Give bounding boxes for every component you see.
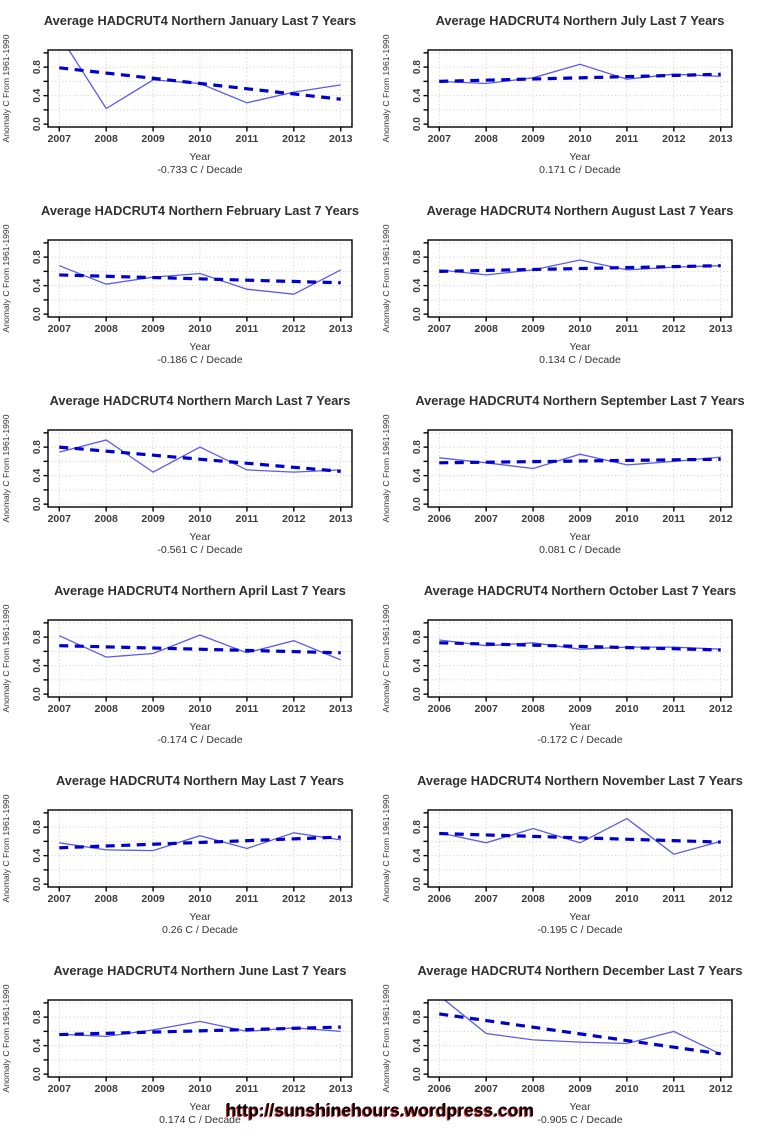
- trend-line: [59, 447, 340, 471]
- y-tick-label: 0.0: [412, 687, 423, 702]
- x-tick-label: 2013: [329, 893, 353, 905]
- y-tick-label: 0.8: [412, 630, 423, 645]
- x-tick-label: 2011: [662, 703, 686, 715]
- trend-line: [439, 834, 720, 843]
- x-axis-label: Year: [569, 1101, 591, 1113]
- x-tick-label: 2006: [427, 893, 451, 905]
- chart-panel-january: [0, 0, 380, 190]
- x-tick-label: 2010: [615, 893, 639, 905]
- x-tick-label: 2012: [709, 703, 733, 715]
- x-tick-label: 2009: [521, 133, 545, 145]
- x-tick-label: 2007: [427, 133, 451, 145]
- x-tick-label: 2012: [282, 133, 306, 145]
- x-tick-label: 2007: [427, 323, 451, 335]
- chart-title: Average HADCRUT4 Northern February Last 7 Years: [41, 203, 359, 218]
- chart-svg-june: [0, 950, 380, 1140]
- y-tick-label: 0.0: [412, 497, 423, 512]
- x-axis-label: Year: [189, 341, 211, 353]
- x-tick-label: 2010: [615, 513, 639, 525]
- x-tick-label: 2012: [709, 1083, 733, 1095]
- x-tick-label: 2011: [662, 513, 686, 525]
- x-axis-label: Year: [189, 721, 211, 733]
- trend-line: [59, 1027, 340, 1034]
- trend-caption: 0.26 C / Decade: [162, 924, 238, 936]
- y-tick-label: 0.4: [32, 848, 43, 863]
- x-tick-label: 2010: [568, 323, 592, 335]
- y-tick-label: 0.4: [32, 88, 43, 103]
- chart-svg-october: [380, 570, 760, 760]
- x-tick-label: 2013: [329, 323, 353, 335]
- x-tick-label: 2011: [235, 703, 259, 715]
- x-tick-label: 2008: [94, 703, 118, 715]
- x-tick-label: 2009: [568, 703, 592, 715]
- chart-svg-august: [380, 190, 760, 380]
- y-tick-label: 0.8: [32, 250, 43, 265]
- x-tick-label: 2012: [709, 513, 733, 525]
- chart-title: Average HADCRUT4 Northern July Last 7 Years: [435, 13, 725, 28]
- x-axis-label: Year: [189, 1101, 211, 1113]
- chart-svg-september: [380, 380, 760, 570]
- chart-svg-april: [0, 570, 380, 760]
- x-tick-label: 2008: [521, 703, 545, 715]
- x-tick-label: 2008: [94, 1083, 118, 1095]
- x-tick-label: 2013: [709, 133, 733, 145]
- y-axis-label: Anomaly C From 1961-1990: [1, 224, 11, 333]
- chart-svg-july: [380, 0, 760, 190]
- y-tick-label: 0.4: [32, 658, 43, 673]
- chart-title: Average HADCRUT4 Northern September Last 7 Years: [415, 393, 745, 408]
- chart-svg-may: [0, 760, 380, 950]
- y-axis-label: Anomaly C From 1961-1990: [1, 34, 11, 143]
- chart-title: Average HADCRUT4 Northern August Last 7 Years: [426, 203, 734, 218]
- x-tick-label: 2008: [94, 133, 118, 145]
- y-tick-label: 0.4: [412, 1038, 423, 1053]
- x-tick-label: 2010: [188, 513, 212, 525]
- x-tick-label: 2011: [235, 323, 259, 335]
- x-tick-label: 2013: [329, 513, 353, 525]
- x-tick-label: 2011: [615, 133, 639, 145]
- x-tick-label: 2009: [141, 133, 165, 145]
- x-tick-label: 2010: [568, 133, 592, 145]
- y-tick-label: 0.8: [32, 60, 43, 75]
- x-tick-label: 2009: [141, 893, 165, 905]
- x-tick-label: 2006: [427, 703, 451, 715]
- y-tick-label: 0.4: [412, 88, 423, 103]
- x-tick-label: 2009: [141, 703, 165, 715]
- y-tick-label: 0.4: [412, 278, 423, 293]
- chart-svg-december: [380, 950, 760, 1140]
- chart-panel-february: [0, 190, 380, 380]
- y-tick-label: 0.4: [32, 468, 43, 483]
- x-tick-label: 2013: [709, 323, 733, 335]
- trend-caption: 0.081 C / Decade: [539, 544, 621, 556]
- y-tick-label: 0.8: [412, 1010, 423, 1025]
- y-tick-label: 0.0: [32, 497, 43, 512]
- chart-title: Average HADCRUT4 Northern December Last 7 Years: [417, 963, 743, 978]
- chart-title: Average HADCRUT4 Northern May Last 7 Years: [55, 773, 345, 788]
- x-axis-label: Year: [189, 911, 211, 923]
- trend-caption: 0.171 C / Decade: [539, 164, 621, 176]
- x-tick-label: 2008: [474, 133, 498, 145]
- x-tick-label: 2009: [568, 893, 592, 905]
- x-tick-label: 2012: [709, 893, 733, 905]
- chart-title: Average HADCRUT4 Northern June Last 7 Years: [53, 963, 347, 978]
- x-tick-label: 2009: [141, 1083, 165, 1095]
- x-tick-label: 2011: [235, 1083, 259, 1095]
- trend-line: [439, 266, 720, 272]
- x-tick-label: 2007: [47, 703, 71, 715]
- x-tick-label: 2007: [474, 513, 498, 525]
- chart-panel-december: [380, 950, 760, 1140]
- chart-title: Average HADCRUT4 Northern November Last 7 Years: [417, 773, 743, 788]
- chart-svg-january: [0, 0, 380, 190]
- x-tick-label: 2008: [521, 1083, 545, 1095]
- x-axis-label: Year: [569, 531, 591, 543]
- y-axis-label: Anomaly C From 1961-1990: [381, 224, 391, 333]
- trend-caption: -0.733 C / Decade: [157, 164, 243, 176]
- x-tick-label: 2007: [474, 893, 498, 905]
- chart-panel-may: [0, 760, 380, 950]
- y-tick-label: 0.0: [32, 307, 43, 322]
- y-tick-label: 0.0: [412, 877, 423, 892]
- y-tick-label: 0.8: [32, 820, 43, 835]
- y-axis-label: Anomaly C From 1961-1990: [1, 794, 11, 903]
- trend-caption: -0.195 C / Decade: [537, 924, 623, 936]
- x-tick-label: 2007: [47, 133, 71, 145]
- x-tick-label: 2009: [521, 323, 545, 335]
- y-tick-label: 0.8: [412, 250, 423, 265]
- trend-caption: -0.186 C / Decade: [157, 354, 243, 366]
- x-tick-label: 2012: [662, 323, 686, 335]
- y-axis-label: Anomaly C From 1961-1990: [1, 604, 11, 713]
- chart-svg-november: [380, 760, 760, 950]
- y-tick-label: 0.8: [32, 630, 43, 645]
- x-tick-label: 2007: [47, 893, 71, 905]
- chart-panel-october: [380, 570, 760, 760]
- x-tick-label: 2007: [474, 703, 498, 715]
- trend-caption: -0.561 C / Decade: [157, 544, 243, 556]
- chart-panel-march: [0, 380, 380, 570]
- chart-panel-april: [0, 570, 380, 760]
- x-tick-label: 2010: [615, 703, 639, 715]
- chart-title: Average HADCRUT4 Northern April Last 7 Years: [54, 583, 346, 598]
- x-tick-label: 2011: [662, 1083, 686, 1095]
- y-tick-label: 0.0: [412, 117, 423, 132]
- y-axis-label: Anomaly C From 1961-1990: [1, 984, 11, 1093]
- trend-caption: -0.174 C / Decade: [157, 734, 243, 746]
- x-tick-label: 2011: [662, 893, 686, 905]
- y-tick-label: 0.4: [412, 848, 423, 863]
- trend-caption: -0.905 C / Decade: [537, 1114, 623, 1126]
- trend-caption: 0.134 C / Decade: [539, 354, 621, 366]
- x-tick-label: 2013: [329, 1083, 353, 1095]
- x-tick-label: 2008: [94, 513, 118, 525]
- y-tick-label: 0.8: [412, 440, 423, 455]
- x-axis-label: Year: [189, 151, 211, 163]
- x-tick-label: 2013: [329, 703, 353, 715]
- y-tick-label: 0.4: [32, 278, 43, 293]
- x-tick-label: 2007: [47, 323, 71, 335]
- y-tick-label: 0.4: [412, 658, 423, 673]
- chart-panel-september: [380, 380, 760, 570]
- x-tick-label: 2006: [427, 1083, 451, 1095]
- x-tick-label: 2012: [282, 1083, 306, 1095]
- chart-svg-march: [0, 380, 380, 570]
- x-tick-label: 2007: [474, 1083, 498, 1095]
- x-tick-label: 2011: [615, 323, 639, 335]
- y-tick-label: 0.8: [412, 60, 423, 75]
- y-tick-label: 0.0: [32, 877, 43, 892]
- x-tick-label: 2011: [235, 133, 259, 145]
- y-axis-label: Anomaly C From 1961-1990: [1, 414, 11, 523]
- y-tick-label: 0.8: [32, 440, 43, 455]
- y-tick-label: 0.4: [32, 1038, 43, 1053]
- y-tick-label: 0.0: [32, 1067, 43, 1082]
- x-tick-label: 2010: [188, 133, 212, 145]
- trend-caption: -0.172 C / Decade: [537, 734, 623, 746]
- x-axis-label: Year: [189, 531, 211, 543]
- y-axis-label: Anomaly C From 1961-1990: [381, 794, 391, 903]
- chart-panel-august: [380, 190, 760, 380]
- footer-url: http://sunshinehours.wordpress.com: [225, 1100, 535, 1120]
- x-tick-label: 2009: [568, 1083, 592, 1095]
- x-tick-label: 2009: [141, 323, 165, 335]
- y-tick-label: 0.0: [412, 1067, 423, 1082]
- x-tick-label: 2010: [188, 703, 212, 715]
- x-tick-label: 2010: [188, 323, 212, 335]
- chart-title: Average HADCRUT4 Northern March Last 7 Years: [49, 393, 351, 408]
- y-axis-label: Anomaly C From 1961-1990: [381, 984, 391, 1093]
- y-tick-label: 0.0: [32, 687, 43, 702]
- x-tick-label: 2008: [94, 893, 118, 905]
- x-tick-label: 2012: [662, 133, 686, 145]
- chart-title: Average HADCRUT4 Northern January Last 7 Years: [43, 13, 357, 28]
- x-tick-label: 2012: [282, 893, 306, 905]
- y-tick-label: 0.8: [412, 820, 423, 835]
- x-axis-label: Year: [569, 721, 591, 733]
- x-tick-label: 2012: [282, 513, 306, 525]
- x-tick-label: 2009: [568, 513, 592, 525]
- y-axis-label: Anomaly C From 1961-1990: [381, 414, 391, 523]
- x-tick-label: 2009: [141, 513, 165, 525]
- y-axis-label: Anomaly C From 1961-1990: [381, 604, 391, 713]
- x-tick-label: 2011: [235, 893, 259, 905]
- x-axis-label: Year: [569, 911, 591, 923]
- x-tick-label: 2010: [615, 1083, 639, 1095]
- x-tick-label: 2012: [282, 323, 306, 335]
- y-tick-label: 0.0: [412, 307, 423, 322]
- x-tick-label: 2008: [521, 893, 545, 905]
- x-tick-label: 2006: [427, 513, 451, 525]
- x-tick-label: 2008: [474, 323, 498, 335]
- x-tick-label: 2010: [188, 1083, 212, 1095]
- y-axis-label: Anomaly C From 1961-1990: [381, 34, 391, 143]
- x-tick-label: 2007: [47, 1083, 71, 1095]
- x-tick-label: 2011: [235, 513, 259, 525]
- x-tick-label: 2008: [521, 513, 545, 525]
- x-axis-label: Year: [569, 341, 591, 353]
- chart-panel-june: [0, 950, 380, 1140]
- chart-panel-july: [380, 0, 760, 190]
- y-tick-label: 0.0: [32, 117, 43, 132]
- x-tick-label: 2013: [329, 133, 353, 145]
- y-tick-label: 0.8: [32, 1010, 43, 1025]
- x-tick-label: 2012: [282, 703, 306, 715]
- x-tick-label: 2008: [94, 323, 118, 335]
- chart-panel-november: [380, 760, 760, 950]
- trend-caption: 0.174 C / Decade: [159, 1114, 241, 1126]
- x-axis-label: Year: [569, 151, 591, 163]
- x-tick-label: 2010: [188, 893, 212, 905]
- chart-title: Average HADCRUT4 Northern October Last 7 Years: [423, 583, 737, 598]
- x-tick-label: 2007: [47, 513, 71, 525]
- chart-svg-february: [0, 190, 380, 380]
- y-tick-label: 0.4: [412, 468, 423, 483]
